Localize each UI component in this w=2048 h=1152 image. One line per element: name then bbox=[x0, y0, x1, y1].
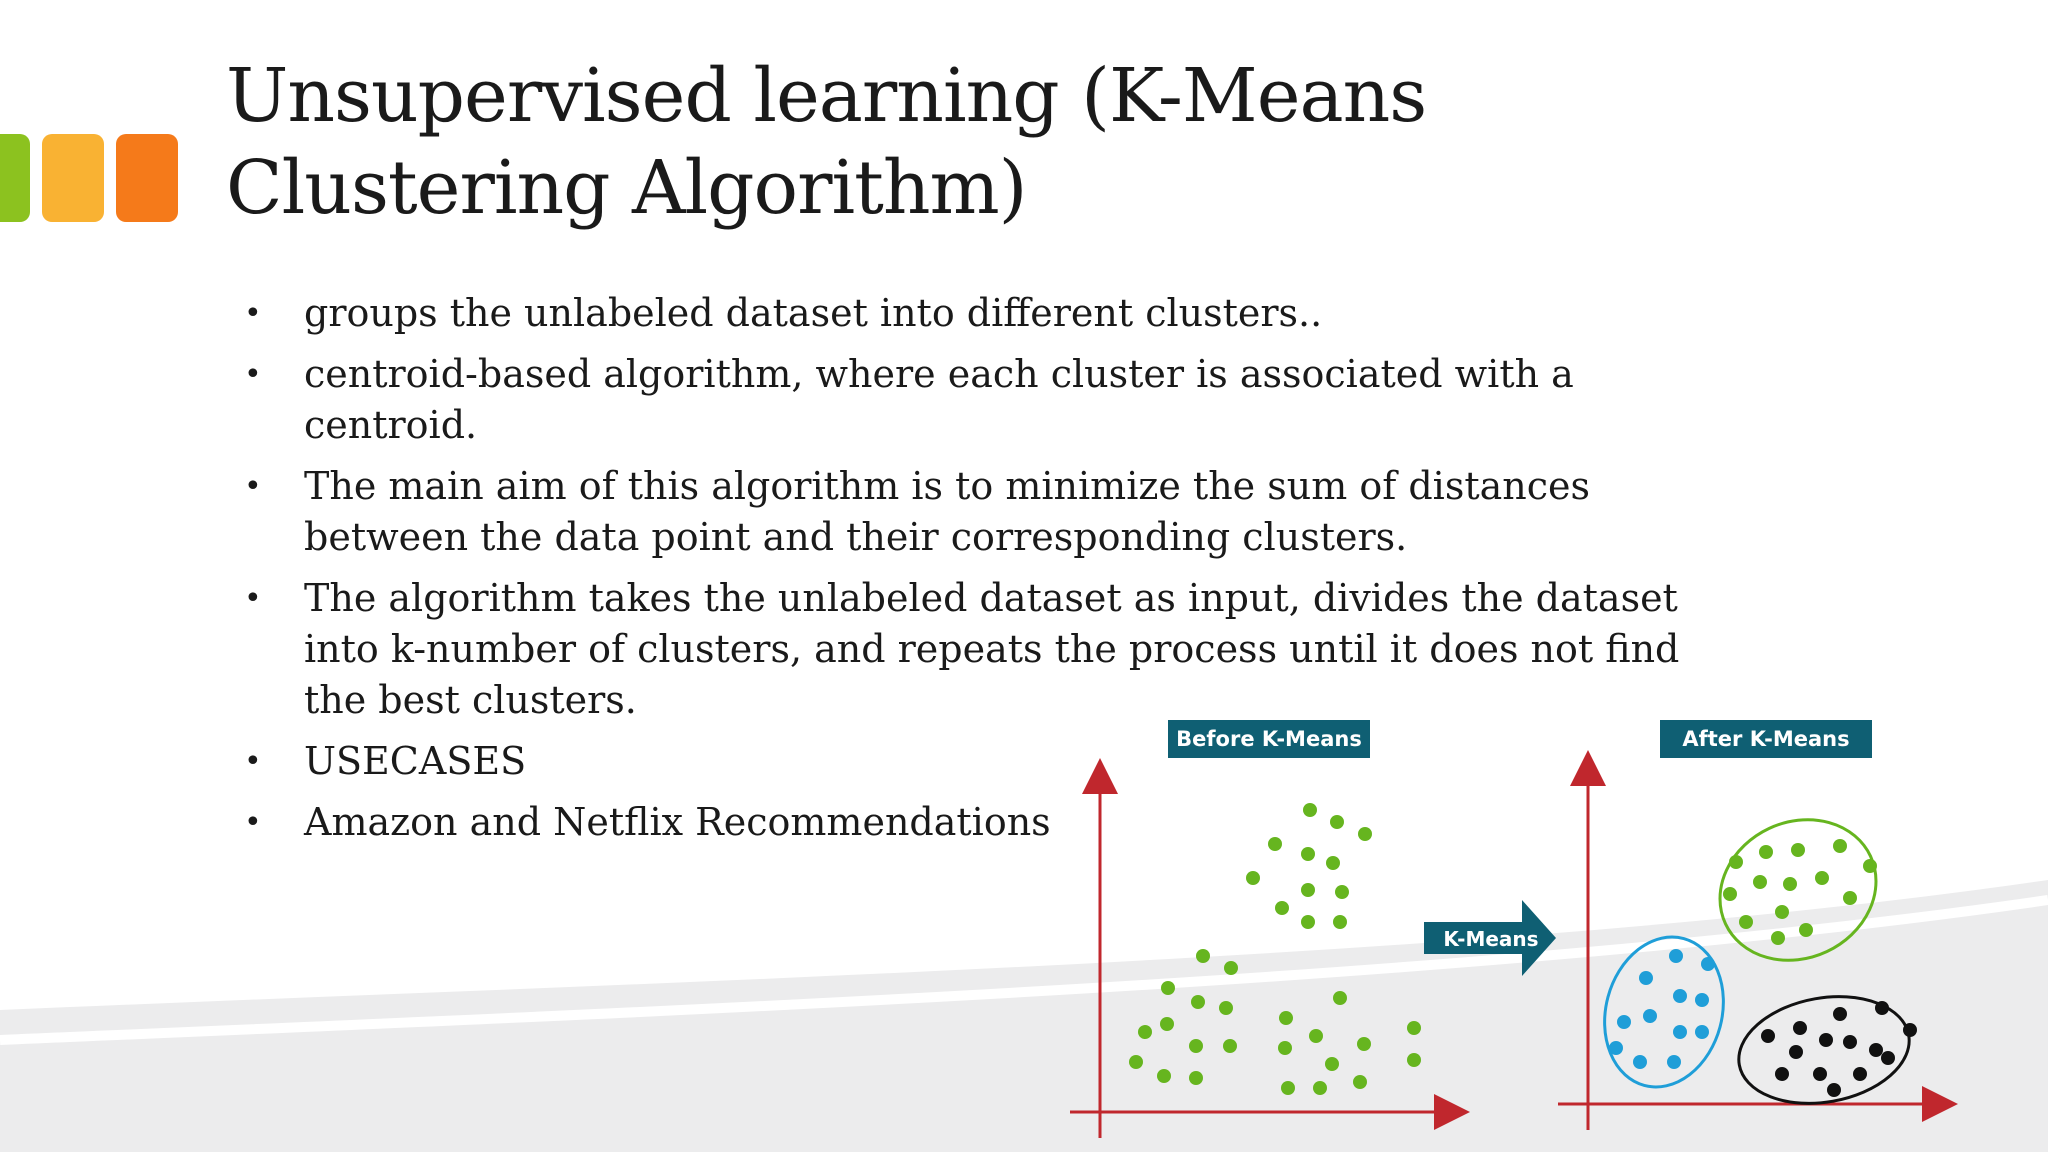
before-data-point bbox=[1301, 883, 1315, 897]
green-cluster-point bbox=[1775, 905, 1789, 919]
before-data-point bbox=[1301, 847, 1315, 861]
accent-block-yellow bbox=[42, 134, 104, 222]
before-data-point bbox=[1219, 1001, 1233, 1015]
before-data-point bbox=[1157, 1069, 1171, 1083]
blue-cluster-point bbox=[1673, 989, 1687, 1003]
green-cluster-point bbox=[1843, 891, 1857, 905]
bullet-item: • centroid-based algorithm, where each cluster is associated with a centroid. bbox=[244, 349, 1644, 451]
green-cluster-point bbox=[1783, 877, 1797, 891]
before-data-point bbox=[1191, 995, 1205, 1009]
blue-cluster-point bbox=[1609, 1041, 1623, 1055]
before-data-point bbox=[1138, 1025, 1152, 1039]
accent-block-green bbox=[0, 134, 30, 222]
before-data-point bbox=[1278, 1041, 1292, 1055]
before-kmeans-label: Before K-Means bbox=[1168, 720, 1370, 758]
blue-cluster-point bbox=[1667, 1055, 1681, 1069]
blue-cluster-point bbox=[1617, 1015, 1631, 1029]
before-data-point bbox=[1281, 1081, 1295, 1095]
blue-cluster-point bbox=[1673, 1025, 1687, 1039]
black-cluster-point bbox=[1761, 1029, 1775, 1043]
bullet-item: • USECASES bbox=[244, 736, 1644, 787]
bullet-dot: • bbox=[244, 357, 262, 392]
green-cluster-point bbox=[1739, 915, 1753, 929]
black-cluster-point bbox=[1853, 1067, 1867, 1081]
black-cluster-point bbox=[1875, 1001, 1889, 1015]
green-cluster-point bbox=[1729, 855, 1743, 869]
before-data-point bbox=[1129, 1055, 1143, 1069]
before-data-point bbox=[1358, 827, 1372, 841]
before-data-point bbox=[1325, 1057, 1339, 1071]
slide-title: Unsupervised learning (K-Means Clustering Algorithm) bbox=[226, 53, 1427, 231]
green-cluster-point bbox=[1791, 843, 1805, 857]
before-data-point bbox=[1196, 949, 1210, 963]
kmeans-diagram bbox=[1060, 710, 1960, 1150]
green-cluster-point bbox=[1833, 839, 1847, 853]
before-data-point bbox=[1353, 1075, 1367, 1089]
before-data-point bbox=[1160, 1017, 1174, 1031]
bullet-dot: • bbox=[244, 469, 262, 504]
before-data-point bbox=[1407, 1053, 1421, 1067]
black-cluster-point bbox=[1833, 1007, 1847, 1021]
blue-cluster-point bbox=[1701, 957, 1715, 971]
before-data-point bbox=[1357, 1037, 1371, 1051]
bullet-dot: • bbox=[244, 744, 262, 779]
black-cluster-point bbox=[1819, 1033, 1833, 1047]
after-kmeans-label: After K-Means bbox=[1660, 720, 1872, 758]
black-cluster-point bbox=[1881, 1051, 1895, 1065]
before-data-point bbox=[1301, 915, 1315, 929]
blue-cluster-point bbox=[1695, 993, 1709, 1007]
before-data-point bbox=[1333, 915, 1347, 929]
before-data-point bbox=[1224, 961, 1238, 975]
bullet-item: • The algorithm takes the unlabeled dataset as input, divides the dataset into k-number of clusters, and repeats the process until it does not find the best clusters. bbox=[244, 573, 1684, 726]
bullet-item: • The main aim of this algorithm is to minimize the sum of distances between the data point and their corresponding clusters. bbox=[244, 461, 1644, 563]
accent-block-orange bbox=[116, 134, 178, 222]
before-data-point bbox=[1407, 1021, 1421, 1035]
black-cluster-point bbox=[1813, 1067, 1827, 1081]
blue-cluster-point bbox=[1695, 1025, 1709, 1039]
before-data-point bbox=[1268, 837, 1282, 851]
bullet-dot: • bbox=[244, 581, 262, 616]
black-cluster-point bbox=[1903, 1023, 1917, 1037]
before-data-point bbox=[1189, 1039, 1203, 1053]
green-cluster-point bbox=[1723, 887, 1737, 901]
black-cluster-point bbox=[1775, 1067, 1789, 1081]
black-cluster-point bbox=[1869, 1043, 1883, 1057]
green-cluster-point bbox=[1771, 931, 1785, 945]
green-cluster-point bbox=[1815, 871, 1829, 885]
before-data-point bbox=[1309, 1029, 1323, 1043]
before-data-point bbox=[1335, 885, 1349, 899]
before-data-point bbox=[1161, 981, 1175, 995]
green-cluster-point bbox=[1753, 875, 1767, 889]
before-data-point bbox=[1279, 1011, 1293, 1025]
before-data-point bbox=[1330, 815, 1344, 829]
before-data-point bbox=[1313, 1081, 1327, 1095]
bullet-item: • groups the unlabeled dataset into different clusters.. bbox=[244, 288, 1644, 339]
before-data-point bbox=[1303, 803, 1317, 817]
before-data-point bbox=[1223, 1039, 1237, 1053]
before-data-point bbox=[1189, 1071, 1203, 1085]
green-cluster-point bbox=[1759, 845, 1773, 859]
blue-cluster-point bbox=[1669, 949, 1683, 963]
blue-cluster-point bbox=[1643, 1009, 1657, 1023]
black-cluster-point bbox=[1827, 1083, 1841, 1097]
blue-cluster-point bbox=[1639, 971, 1653, 985]
black-cluster-ellipse bbox=[1730, 984, 1917, 1116]
green-cluster-point bbox=[1799, 923, 1813, 937]
before-data-point bbox=[1275, 901, 1289, 915]
bullet-dot: • bbox=[244, 296, 262, 331]
bullet-dot: • bbox=[244, 805, 262, 840]
before-data-point bbox=[1246, 871, 1260, 885]
black-cluster-point bbox=[1793, 1021, 1807, 1035]
black-cluster-point bbox=[1843, 1035, 1857, 1049]
kmeans-arrow-label: K-Means bbox=[1443, 927, 1539, 951]
blue-cluster-ellipse bbox=[1588, 924, 1739, 1101]
green-cluster-point bbox=[1863, 859, 1877, 873]
before-data-point bbox=[1333, 991, 1347, 1005]
blue-cluster-point bbox=[1633, 1055, 1647, 1069]
bullet-item: • Amazon and Netflix Recommendations bbox=[244, 797, 1644, 848]
before-data-point bbox=[1326, 856, 1340, 870]
black-cluster-point bbox=[1789, 1045, 1803, 1059]
